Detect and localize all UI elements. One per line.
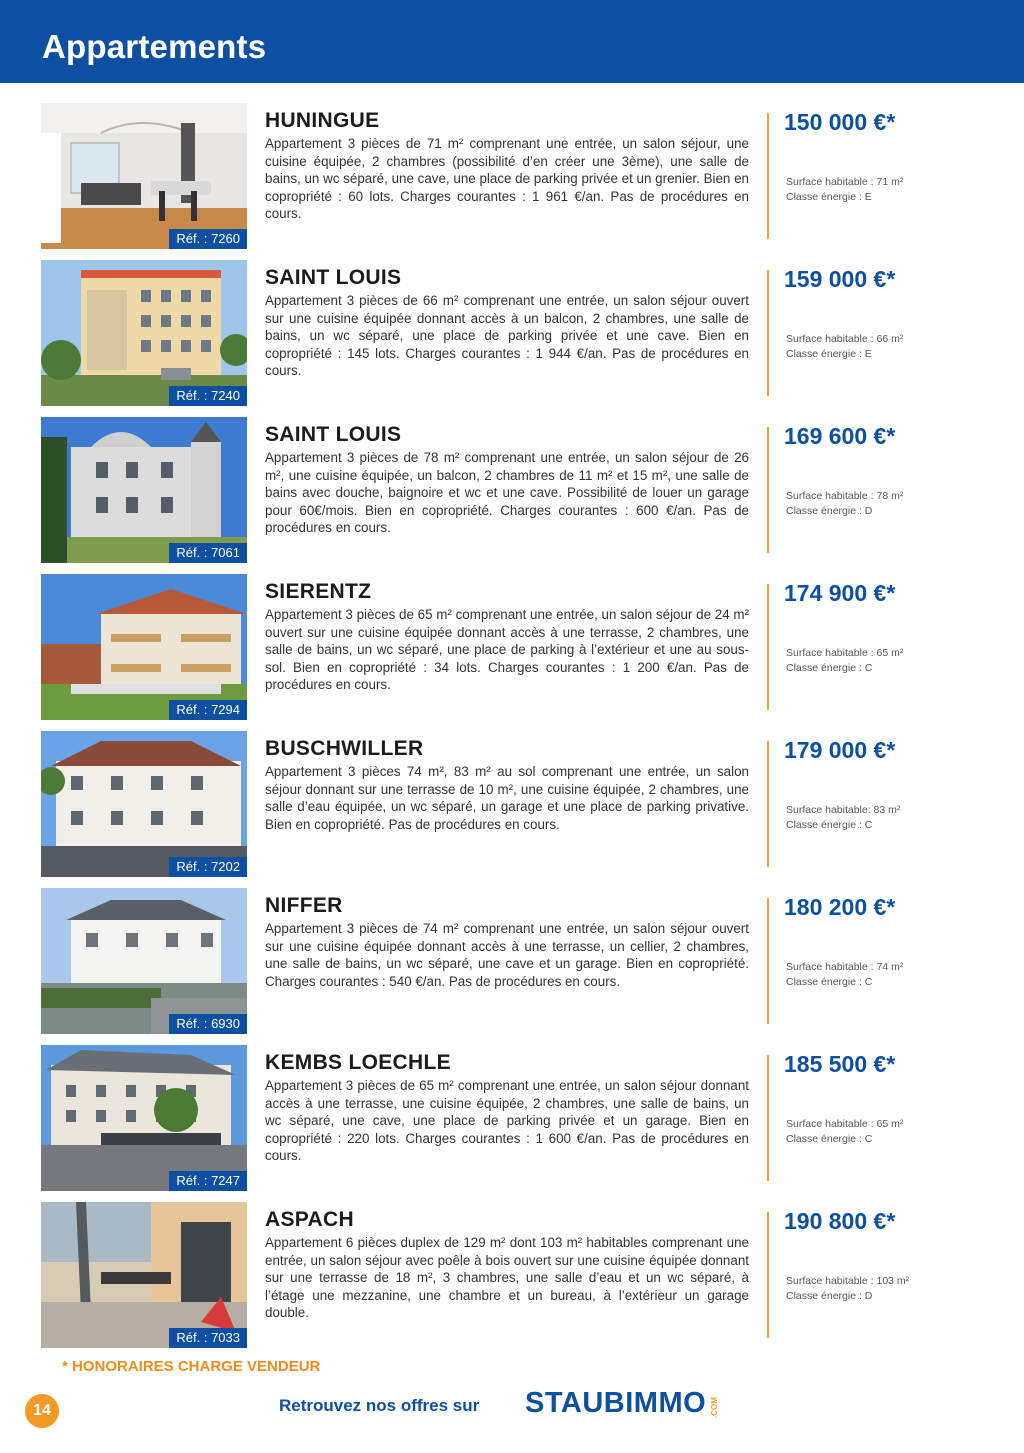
listing-content (265, 109, 749, 223)
listing-specs (786, 332, 903, 362)
energy-class: Classe énergie : C (786, 819, 873, 831)
listing-price: 150 000 €* (784, 109, 896, 135)
listing-photo[interactable] (41, 1045, 247, 1191)
reference-badge: Réf. : 6930 (169, 1014, 247, 1034)
energy-class: Classe énergie : C (786, 976, 873, 988)
divider (767, 1055, 769, 1181)
listing-description: Appartement 3 pièces de 65 m² comprenant une entrée, un salon séjour donnant accès à une terrasse, une cuisine équipée, 2 chambres, une salle de bains, un wc séparé, une cave, une place de parking privée et un garage. Bien en copropriété : 220 lots. Charges courantes : 1 600 €/an. Pas de procédures en cours. (265, 1078, 749, 1164)
interior-photo-icon (41, 103, 247, 249)
listing-specs (786, 175, 903, 205)
listing-price: 190 800 €* (784, 1208, 896, 1234)
terrace-photo-icon (41, 1202, 247, 1348)
listing-city: SIERENTZ (265, 580, 372, 603)
divider (767, 741, 769, 867)
logo-suffix: .COM (710, 1397, 720, 1419)
energy-class: Classe énergie : D (786, 1290, 873, 1302)
listing-photo[interactable] (41, 103, 247, 249)
listing-card[interactable] (0, 103, 1024, 251)
surface-label: Surface habitable : 71 m² (786, 176, 904, 188)
listing-card[interactable] (0, 731, 1024, 879)
listing-photo[interactable] (41, 731, 247, 877)
reference-badge: Réf. : 7202 (169, 857, 247, 877)
listing-city: HUNINGUE (265, 109, 380, 132)
listing-photo[interactable] (41, 574, 247, 720)
divider (767, 270, 769, 396)
modern-building-photo-icon (41, 888, 247, 1034)
logo-text: STAUBIMMO (525, 1387, 707, 1419)
listing-specs (786, 489, 903, 519)
surface-label: Surface habitable : 78 m² (786, 490, 904, 502)
listing-card[interactable] (0, 1045, 1024, 1193)
listing-specs (786, 803, 900, 833)
listing-content (265, 1208, 749, 1322)
listing-photo[interactable] (41, 417, 247, 563)
listing-city: NIFFER (265, 894, 343, 917)
reference-badge: Réf. : 7260 (169, 229, 247, 249)
reference-badge: Réf. : 7240 (169, 386, 247, 406)
surface-label: Surface habitable : 65 m² (786, 1118, 904, 1130)
page-header (0, 0, 1024, 83)
reference-badge: Réf. : 7061 (169, 543, 247, 563)
listing-specs (786, 1117, 903, 1147)
page-number: 14 (25, 1394, 59, 1428)
listing-description: Appartement 3 pièces de 74 m² comprenant une entrée, un salon séjour ouvert sur une cuisine équipée donnant accès à une terrasse, un cellier, 2 chambres, une salle de bains, un wc séparé, une cave et un garage. Bien en copropriété. Charges courantes : 540 €/an. Pas de procédures en cours. (265, 921, 749, 989)
divider (767, 584, 769, 710)
listing-description: Appartement 6 pièces duplex de 129 m² dont 103 m² habitables comprenant une entrée, un salon séjour avec poêle à bois ouvert sur une cuisine équipée donnant sur une terrasse de 18 m², 3 chambres, une salle d’eau et un wc séparé, à l’étage une mezzanine, une chambre et un bureau, à l’extérieur un garage double. (265, 1235, 749, 1321)
page-title: Appartements (42, 28, 267, 65)
listing-card[interactable] (0, 888, 1024, 1036)
listing-description: Appartement 3 pièces de 65 m² comprenant une entrée, un salon séjour de 24 m² ouvert sur une cuisine équipée donnant accès à une terrasse, 2 chambres, une salle de bains, un wc séparé, une place de parking à l’extérieur et une au sous-sol. Bien en copropriété : 34 lots. Charges courantes : 1 200 €/an. Pas de procédures en cours. (265, 607, 749, 693)
listing-content (265, 580, 749, 694)
surface-label: Surface habitable: 83 m² (786, 804, 901, 816)
residence-photo-icon (41, 574, 247, 720)
energy-class: Classe énergie : C (786, 1133, 873, 1145)
energy-class: Classe énergie : E (786, 348, 872, 360)
listing-price: 174 900 €* (784, 580, 896, 606)
listing-content (265, 894, 749, 990)
listing-price: 180 200 €* (784, 894, 896, 920)
listing-price: 169 600 €* (784, 423, 896, 449)
listing-card[interactable] (0, 260, 1024, 408)
listing-card[interactable] (0, 417, 1024, 565)
reference-badge: Réf. : 7033 (169, 1328, 247, 1348)
listing-description: Appartement 3 pièces de 78 m² comprenant une entrée, un salon séjour de 26 m², une cuisine équipée, un balcon, 2 chambres de 11 m² et 15 m², une salle de bains avec douche, baignoire et wc et une cave. Possibilité de louer un garage pour 60€/mois. Bien en copropriété. Charges courantes : 600 €/an. Pas de procédures en cours. (265, 450, 749, 536)
energy-class: Classe énergie : C (786, 662, 873, 674)
offers-text: Retrouvez nos offres sur (279, 1396, 480, 1415)
listing-content (265, 1051, 749, 1165)
listing-photo[interactable] (41, 260, 247, 406)
listing-photo[interactable] (41, 888, 247, 1034)
listing-city: KEMBS LOECHLE (265, 1051, 451, 1074)
listing-card[interactable] (0, 574, 1024, 722)
building-photo-icon (41, 260, 247, 406)
listing-card[interactable] (0, 1202, 1024, 1350)
listing-price: 185 500 €* (784, 1051, 896, 1077)
fees-note: * HONORAIRES CHARGE VENDEUR (62, 1358, 321, 1375)
residence-parking-photo-icon (41, 1045, 247, 1191)
house-photo-icon (41, 417, 247, 563)
divider (767, 898, 769, 1024)
listing-description: Appartement 3 pièces de 66 m² comprenant une entrée, un salon séjour ouvert sur une cuisine équipée donnant accès à un balcon, 2 chambres, une salle de bains, un wc séparé, une place de parking privée et une cave. Bien en copropriété : 145 lots. Charges courantes : 1 944 €/an. Pas de procédures en cours. (265, 293, 749, 379)
listing-specs (786, 646, 903, 676)
listing-content (265, 266, 749, 380)
listing-city: ASPACH (265, 1208, 354, 1231)
listing-price: 159 000 €* (784, 266, 896, 292)
surface-label: Surface habitable : 103 m² (786, 1275, 910, 1287)
energy-class: Classe énergie : E (786, 191, 872, 203)
listing-city: BUSCHWILLER (265, 737, 424, 760)
surface-label: Surface habitable : 65 m² (786, 647, 904, 659)
surface-label: Surface habitable : 74 m² (786, 961, 904, 973)
reference-badge: Réf. : 7247 (169, 1171, 247, 1191)
listing-description: Appartement 3 pièces de 71 m² comprenant une entrée, un salon séjour, une cuisine équipée, 2 chambres (possibilité d’en créer une 3ème), une salle de bains, un wc séparé, une cave, une place de parking privée et un grenier. Bien en copropriété : 60 lots. Charges courantes : 1 961 €/an. Pas de procédures en cours. (265, 136, 749, 222)
listing-specs (786, 1274, 909, 1304)
listing-photo[interactable] (41, 1202, 247, 1348)
divider (767, 1212, 769, 1338)
listing-city: SAINT LOUIS (265, 266, 402, 289)
divider (767, 427, 769, 553)
reference-badge: Réf. : 7294 (169, 700, 247, 720)
listing-city: SAINT LOUIS (265, 423, 402, 446)
listing-price: 179 000 €* (784, 737, 896, 763)
listing-description: Appartement 3 pièces 74 m², 83 m² au sol comprenant une entrée, un salon séjour donnant sur une terrasse de 10 m², une cuisine équipée, 2 chambres, une salle d’eau équipée, un wc séparé, un garage et une place de parking privative. Bien en copropriété. Pas de procédures en cours. (265, 764, 749, 832)
divider (767, 113, 769, 239)
energy-class: Classe énergie : D (786, 505, 873, 517)
staubimmo-logo[interactable] (525, 1387, 725, 1427)
listing-content (265, 423, 749, 537)
apartment-building-photo-icon (41, 731, 247, 877)
listing-specs (786, 960, 903, 990)
listing-content (265, 737, 749, 833)
surface-label: Surface habitable : 66 m² (786, 333, 904, 345)
